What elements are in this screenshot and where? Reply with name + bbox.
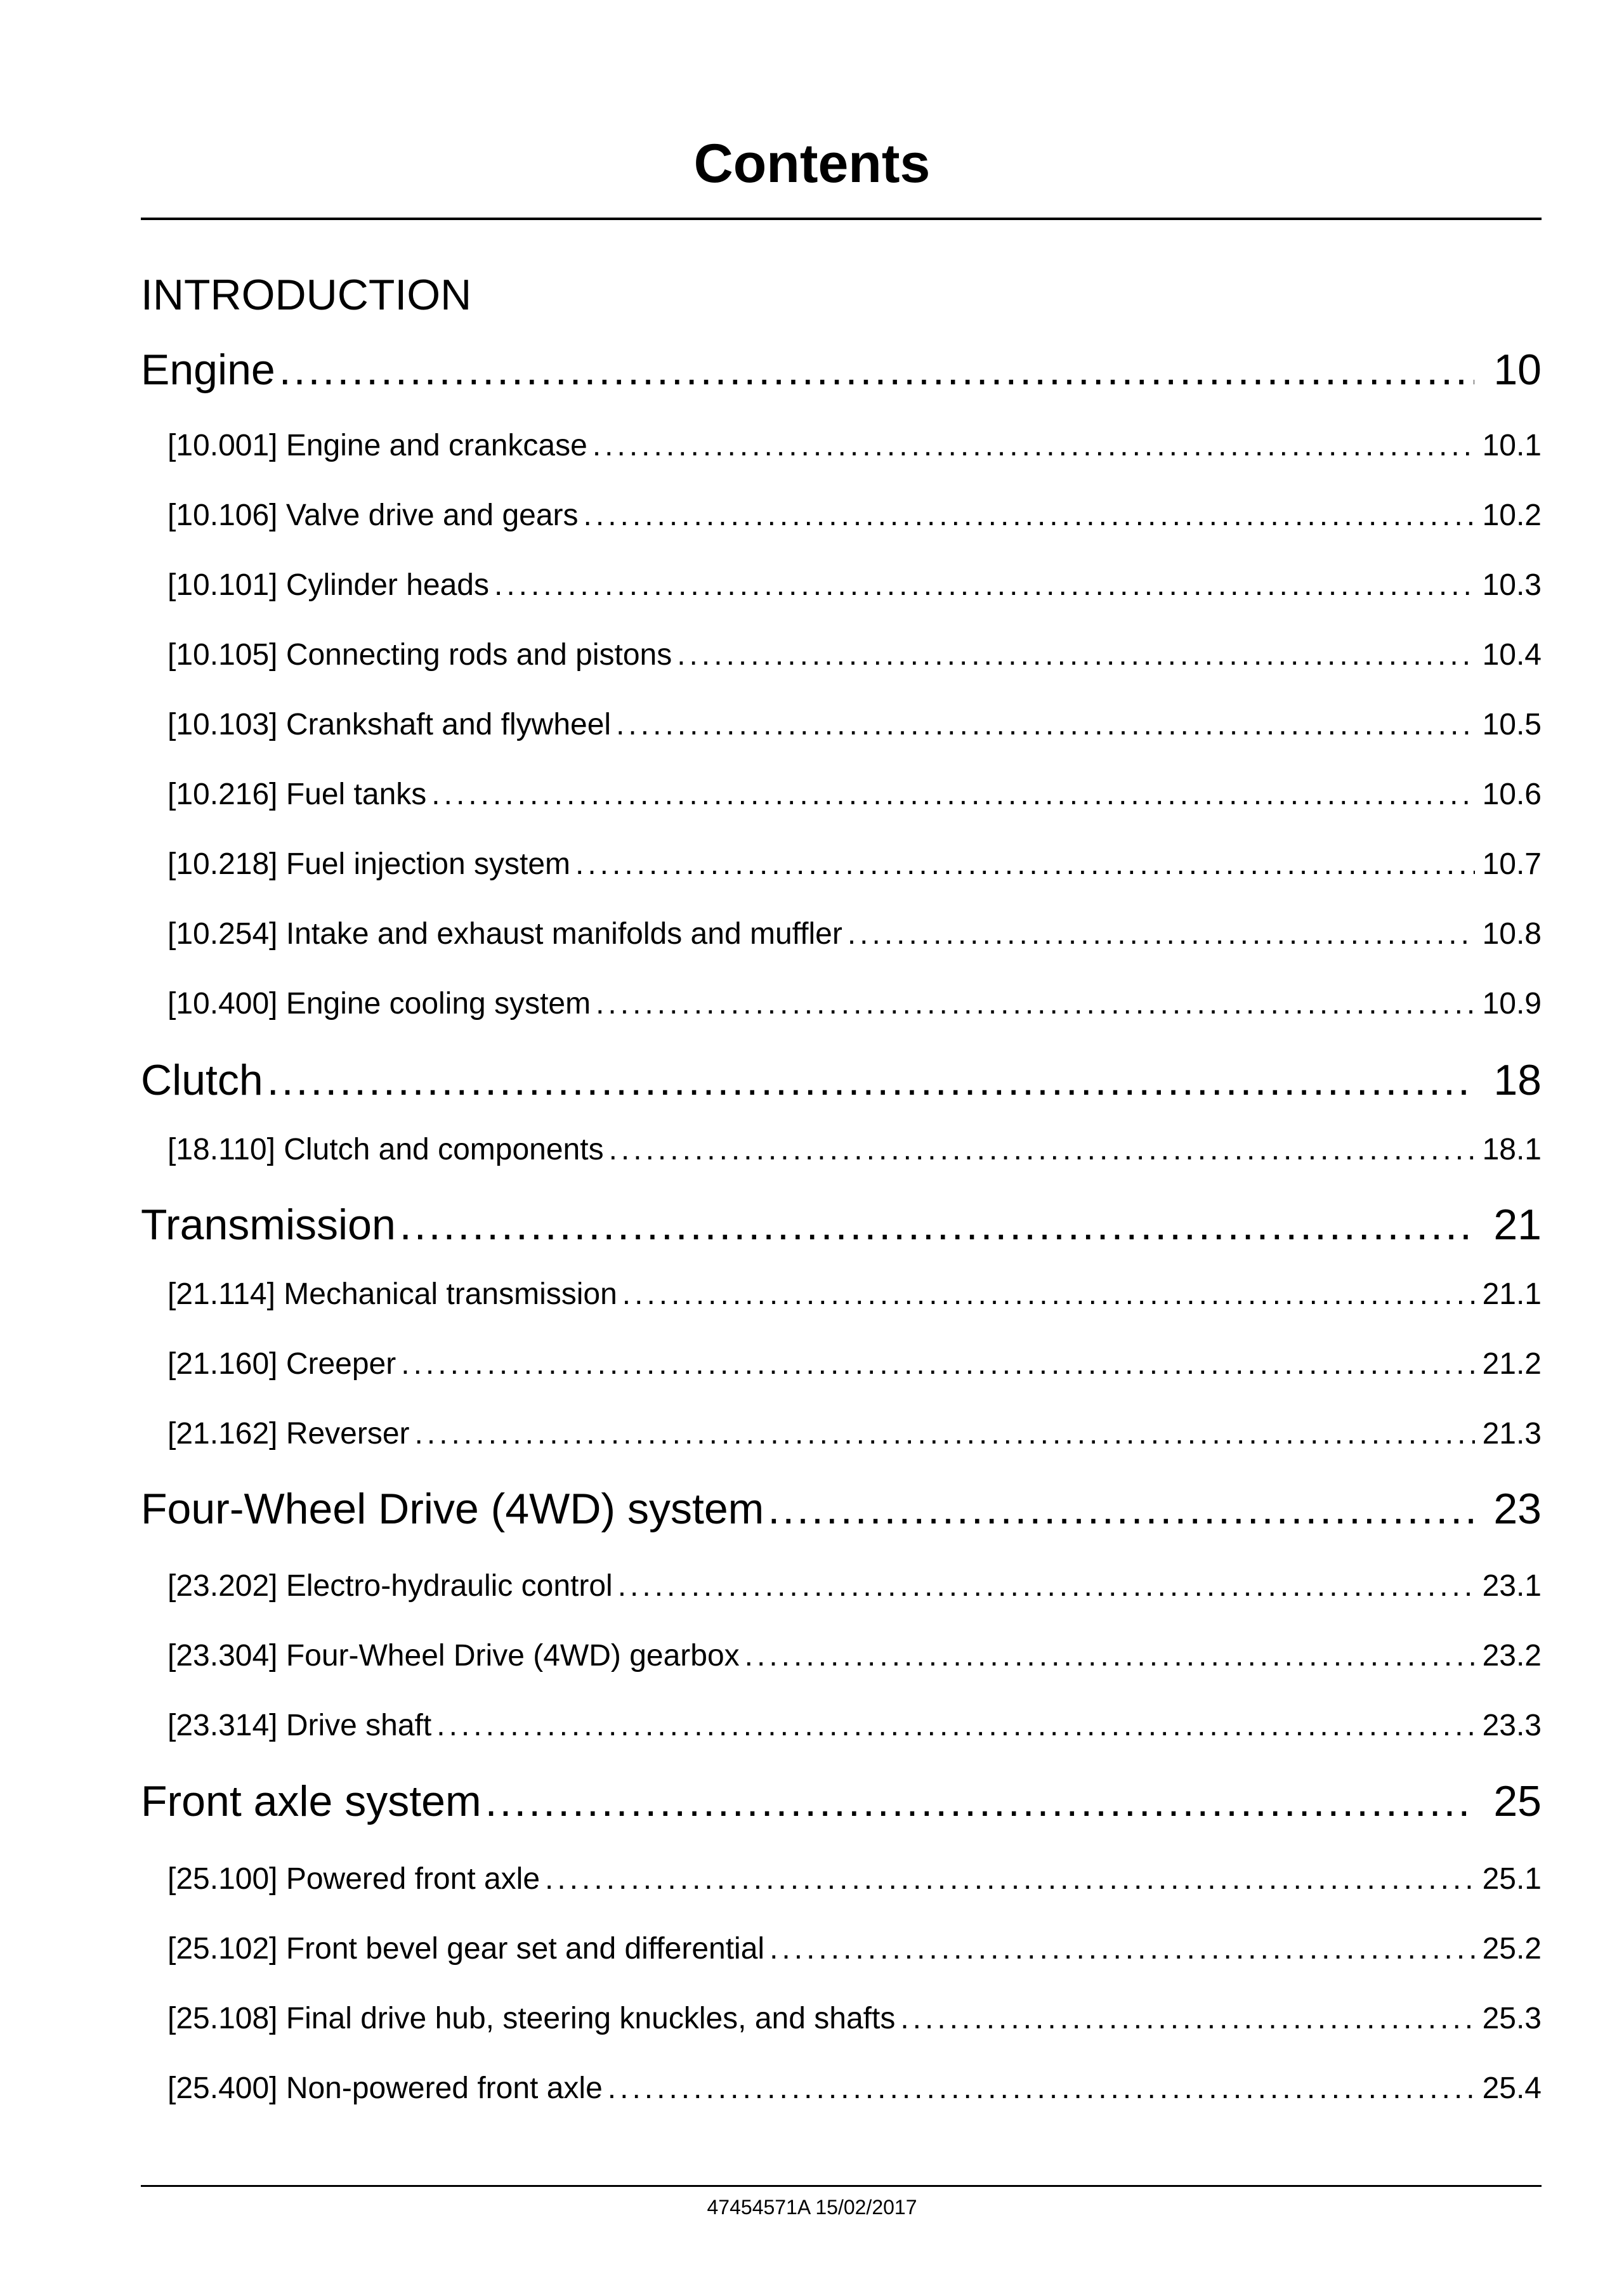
entry-page-number: 10.1 <box>1482 429 1542 462</box>
toc-entry[interactable] <box>167 1634 1542 1678</box>
dot-leader <box>608 2066 1475 2111</box>
dot-leader <box>401 1342 1474 1386</box>
entry-page-number: 25.1 <box>1482 1862 1542 1896</box>
entry-page-number: 10.5 <box>1482 708 1542 741</box>
entry-title: [10.400] Engine cooling system <box>167 987 591 1021</box>
entry-title: [25.108] Final drive hub, steering knuckles, and shafts <box>167 2002 896 2035</box>
entry-page-number: 10.3 <box>1482 568 1542 602</box>
toc-entry[interactable] <box>167 982 1542 1026</box>
dot-leader <box>622 1272 1475 1317</box>
toc-entry[interactable] <box>167 1564 1542 1608</box>
toc-entry[interactable] <box>167 912 1542 956</box>
toc-entry[interactable] <box>167 1342 1542 1386</box>
entry-page-number: 10.6 <box>1482 778 1542 811</box>
chapter-title: Four-Wheel Drive (4WD) system <box>141 1485 764 1533</box>
entry-title: [21.162] Reverser <box>167 1417 410 1451</box>
toc-entry[interactable] <box>167 1128 1542 1172</box>
dot-leader <box>677 633 1474 677</box>
toc-entry[interactable] <box>167 1272 1542 1317</box>
toc-entry[interactable] <box>167 1412 1542 1456</box>
dot-leader <box>545 1857 1475 1901</box>
page-title: Contents <box>693 133 931 194</box>
entry-title: [10.105] Connecting rods and pistons <box>167 638 672 672</box>
dot-leader <box>768 1480 1474 1537</box>
dot-leader <box>431 773 1474 817</box>
entry-title: [10.218] Fuel injection system <box>167 847 570 881</box>
title-divider <box>141 218 1542 220</box>
toc-entry[interactable] <box>167 1997 1542 2041</box>
toc-entry[interactable] <box>167 563 1542 608</box>
entry-page-number: 23.2 <box>1482 1639 1542 1673</box>
chapter-engine[interactable] <box>141 341 1542 398</box>
entry-page-number: 23.3 <box>1482 1709 1542 1742</box>
dot-leader <box>593 424 1475 468</box>
entry-page-number: 23.1 <box>1482 1569 1542 1603</box>
entry-title: [23.202] Electro-hydraulic control <box>167 1569 613 1603</box>
toc-entry[interactable] <box>167 424 1542 468</box>
dot-leader <box>436 1704 1474 1748</box>
entry-title: [23.304] Four-Wheel Drive (4WD) gearbox <box>167 1639 740 1673</box>
dot-leader <box>279 341 1475 398</box>
entry-page-number: 10.4 <box>1482 638 1542 672</box>
chapter-page-number: 18 <box>1493 1056 1542 1104</box>
chapter-page-number: 21 <box>1493 1201 1542 1249</box>
entry-title: [21.160] Creeper <box>167 1347 396 1381</box>
dot-leader <box>494 563 1475 608</box>
chapter-title: Transmission <box>141 1201 396 1249</box>
footer-divider <box>141 2185 1542 2187</box>
toc-entry[interactable] <box>167 1704 1542 1748</box>
dot-leader <box>485 1773 1475 1830</box>
toc-entry[interactable] <box>167 2066 1542 2111</box>
entry-title: [10.254] Intake and exhaust manifolds and muffler <box>167 917 842 951</box>
chapter-four-wheel-drive[interactable] <box>141 1480 1542 1537</box>
chapter-clutch[interactable] <box>141 1052 1542 1109</box>
entry-page-number: 10.2 <box>1482 499 1542 532</box>
entry-title: [18.110] Clutch and components <box>167 1133 604 1166</box>
chapter-transmission[interactable] <box>141 1196 1542 1253</box>
entry-title: [25.100] Powered front axle <box>167 1862 540 1896</box>
entry-page-number: 25.3 <box>1482 2002 1542 2035</box>
chapter-front-axle-system[interactable] <box>141 1773 1542 1830</box>
entry-page-number: 21.1 <box>1482 1277 1542 1311</box>
entry-title: [10.103] Crankshaft and flywheel <box>167 708 612 741</box>
chapter-page-number: 10 <box>1493 346 1542 394</box>
entry-page-number: 25.2 <box>1482 1932 1542 1966</box>
dot-leader <box>745 1634 1475 1678</box>
dot-leader <box>400 1196 1475 1253</box>
entry-title: [25.400] Non-powered front axle <box>167 2071 603 2105</box>
toc-entry[interactable] <box>167 1927 1542 1971</box>
dot-leader <box>848 912 1475 956</box>
entry-page-number: 10.9 <box>1482 987 1542 1021</box>
dot-leader <box>596 982 1475 1026</box>
toc-entry[interactable] <box>167 493 1542 538</box>
toc-entry[interactable] <box>167 842 1542 887</box>
document-footer: 47454571A 15/02/2017 <box>707 2196 917 2219</box>
entry-title: [10.001] Engine and crankcase <box>167 429 587 462</box>
chapter-title: Engine <box>141 346 275 394</box>
chapter-title: Front axle system <box>141 1777 481 1825</box>
entry-page-number: 21.3 <box>1482 1417 1542 1451</box>
entry-title: [10.106] Valve drive and gears <box>167 499 579 532</box>
chapter-page-number: 23 <box>1493 1485 1542 1533</box>
dot-leader <box>769 1927 1475 1971</box>
dot-leader <box>616 703 1474 747</box>
chapter-page-number: 25 <box>1493 1777 1542 1825</box>
dot-leader <box>575 842 1475 887</box>
toc-entry[interactable] <box>167 1857 1542 1901</box>
toc-entry[interactable] <box>167 703 1542 747</box>
entry-page-number: 18.1 <box>1482 1133 1542 1166</box>
dot-leader <box>267 1052 1475 1109</box>
entry-title: [21.114] Mechanical transmission <box>167 1277 617 1311</box>
entry-page-number: 10.7 <box>1482 847 1542 881</box>
introduction-heading[interactable]: INTRODUCTION <box>141 271 472 319</box>
entry-page-number: 25.4 <box>1482 2071 1542 2105</box>
toc-entry[interactable] <box>167 773 1542 817</box>
chapter-title: Clutch <box>141 1056 263 1104</box>
dot-leader <box>415 1412 1475 1456</box>
entry-title: [25.102] Front bevel gear set and differential <box>167 1932 765 1966</box>
entry-page-number: 21.2 <box>1482 1347 1542 1381</box>
entry-title: [10.216] Fuel tanks <box>167 778 427 811</box>
dot-leader <box>609 1128 1475 1172</box>
entry-page-number: 10.8 <box>1482 917 1542 951</box>
dot-leader <box>584 493 1475 538</box>
toc-entry[interactable] <box>167 633 1542 677</box>
entry-title: [23.314] Drive shaft <box>167 1709 432 1742</box>
dot-leader <box>900 1997 1474 2041</box>
dot-leader <box>618 1564 1475 1608</box>
entry-title: [10.101] Cylinder heads <box>167 568 489 602</box>
